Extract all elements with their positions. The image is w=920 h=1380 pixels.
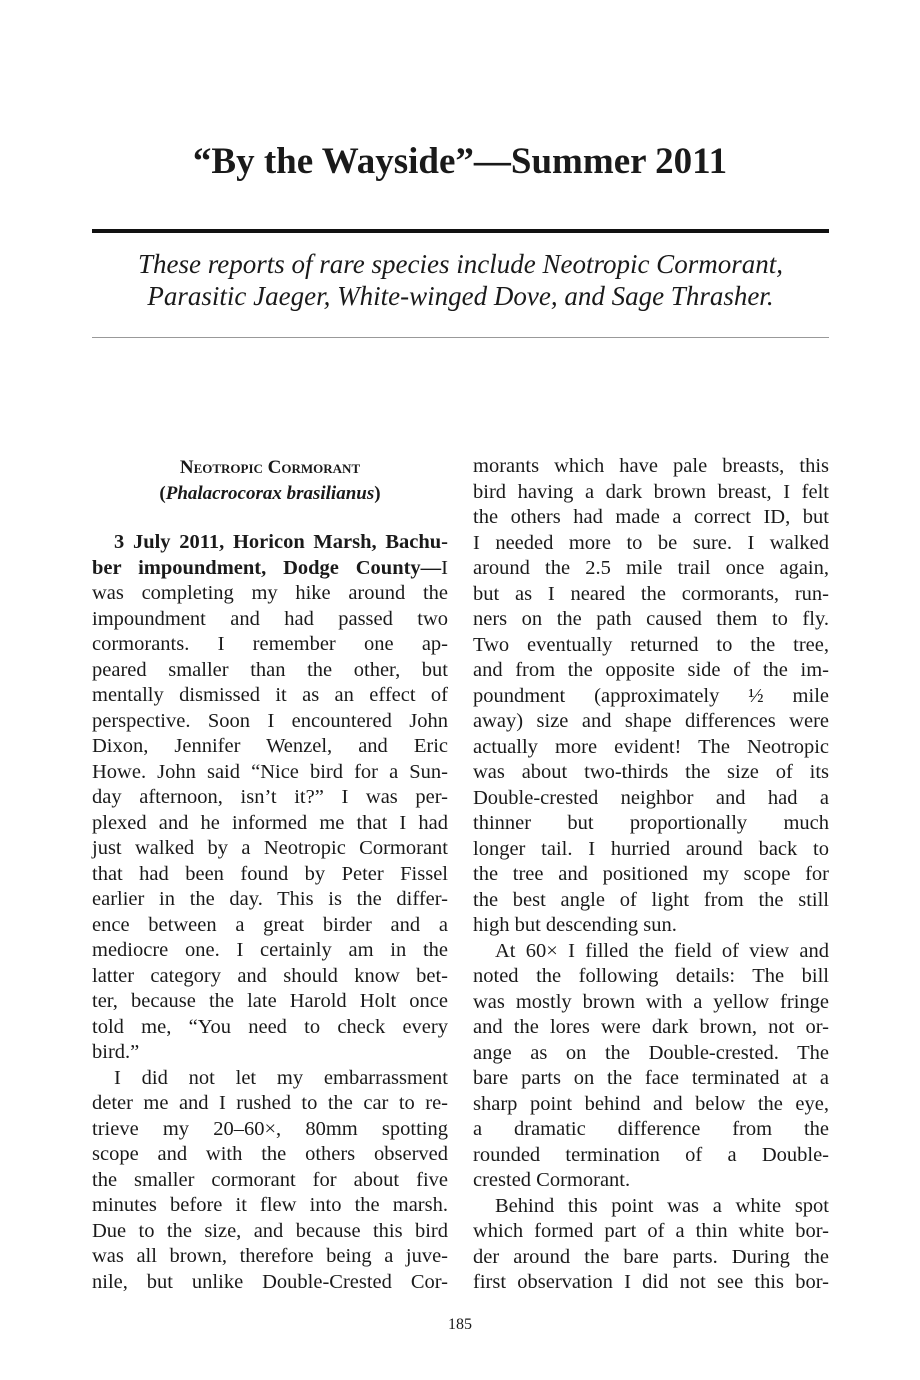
body-text: scope and with the others observed [92, 1143, 448, 1165]
text-line [473, 1270, 829, 1296]
body-text: Two eventually returned to the tree, [473, 633, 829, 656]
body-text: away) size and shape differences were [473, 710, 829, 732]
body-text: minutes before it flew into the marsh. [92, 1194, 448, 1216]
text-line [473, 837, 829, 863]
body-text: and from the opposite side of the im- [473, 659, 829, 681]
text-line [92, 1270, 448, 1296]
text-line [92, 658, 448, 684]
body-text: bird having a dark brown breast, I felt [473, 480, 829, 503]
section-heading [92, 455, 448, 506]
body-text: I [441, 556, 448, 579]
text-line [473, 1245, 829, 1271]
text-line [92, 760, 448, 786]
text-line [473, 531, 829, 557]
body-text: deter me and I rushed to the car to re- [92, 1092, 448, 1114]
body-text: rounded termination of a Double- [473, 1143, 829, 1166]
text-line [92, 1168, 448, 1194]
body-text: longer tail. I hurried around back to [473, 837, 829, 860]
text-line [92, 1015, 448, 1041]
text-line [92, 964, 448, 990]
text-line [473, 1092, 829, 1118]
body-text: peared smaller than the other, but [92, 658, 448, 681]
body-text: which formed part of a thin white bor- [473, 1220, 829, 1242]
body-text: thinner but proportionally much [473, 812, 829, 834]
text-line [473, 684, 829, 710]
text-line [92, 1193, 448, 1219]
body-text: a dramatic difference from the [473, 1118, 829, 1140]
body-text: I needed more to be sure. I walked [473, 531, 829, 554]
species-name: Neotropic Cormorant [179, 457, 361, 478]
text-line [473, 505, 829, 531]
body-text: ners on the path caused them to fly. [473, 608, 829, 630]
body-text: mentally dismissed it as an effect of [92, 684, 448, 706]
text-line [473, 888, 829, 914]
body-text: bare parts on the face terminated at a [473, 1067, 829, 1089]
text-line [473, 454, 829, 480]
body-text: plexed and he informed me that I had [92, 811, 448, 834]
body-text: that had been found by Peter Fissel [92, 862, 448, 885]
body-text: told me, “You need to check every [92, 1015, 448, 1038]
text-line [473, 607, 829, 633]
body-text: the others had made a correct ID, but [473, 506, 829, 528]
body-text: Due to the size, and because this bird [92, 1219, 448, 1242]
body-text: the tree and positioned my scope for [473, 863, 829, 885]
page-number: 185 [448, 1316, 472, 1333]
text-line [473, 1219, 829, 1245]
text-line [92, 581, 448, 607]
subtitle-line: Parasitic Jaeger, White-winged Dove, and Sage Thrasher. [147, 281, 774, 311]
text-line [92, 683, 448, 709]
text-line [473, 939, 829, 965]
text-line [473, 556, 829, 582]
text-line [92, 887, 448, 913]
latin-name-text: Phalacrocorax brasilianus [165, 482, 375, 504]
text-column-left [92, 530, 448, 1295]
body-text: ence between a great birder and a [92, 913, 448, 936]
body-text: sharp point behind and below the eye, [473, 1092, 829, 1115]
body-text: trieve my 20–60×, 80mm spotting [92, 1117, 448, 1140]
text-line [473, 1117, 829, 1143]
text-line [92, 1091, 448, 1117]
text-line [473, 1041, 829, 1067]
text-line [92, 1219, 448, 1245]
body-text: and the lores were dark brown, not or- [473, 1016, 829, 1038]
text-line [92, 1142, 448, 1168]
body-text: bird.” [92, 1041, 140, 1063]
species-latin-name: (Phalacrocorax brasilianus) [159, 482, 381, 504]
text-line [473, 1168, 829, 1194]
text-line [92, 913, 448, 939]
body-text: I did not let my embarrassment [114, 1066, 448, 1089]
text-line [473, 760, 829, 786]
text-line [473, 735, 829, 761]
body-text: latter category and should know bet- [92, 964, 448, 987]
text-line [473, 1066, 829, 1092]
body-text: perspective. Soon I encountered John [92, 709, 448, 732]
subtitle-line: These reports of rare species include Neotropic Cormorant, [138, 249, 783, 279]
text-line [473, 1194, 829, 1220]
text-line [92, 836, 448, 862]
body-text: impoundment and had passed two [92, 607, 448, 630]
body-text: ter, because the late Harold Holt once [92, 990, 448, 1012]
body-text: high but descending sun. [473, 914, 677, 936]
text-line [473, 913, 829, 939]
text-line [473, 811, 829, 837]
text-line [473, 862, 829, 888]
body-text: was completing my hike around the [92, 582, 448, 604]
text-line [92, 607, 448, 633]
text-line [92, 811, 448, 837]
text-line [92, 1244, 448, 1270]
body-text: der around the bare parts. During the [473, 1245, 829, 1268]
body-text: first observation I did not see this bor- [473, 1271, 829, 1293]
text-line [473, 633, 829, 659]
body-text: At 60× I filled the field of view and [495, 939, 829, 962]
title-rule [92, 229, 829, 233]
body-text: around the 2.5 mile trail once again, [473, 557, 829, 579]
text-line [92, 632, 448, 658]
article-subtitle [92, 248, 829, 312]
body-text: ange as on the Double-crested. The [473, 1041, 829, 1064]
body-text: was about two-thirds the size of its [473, 761, 829, 783]
body-text: Behind this point was a white spot [495, 1194, 829, 1217]
text-line [473, 990, 829, 1016]
text-line [92, 1117, 448, 1143]
text-line [473, 658, 829, 684]
body-text: poundment (approximately ½ mile [473, 684, 829, 707]
body-text: day afternoon, isn’t it?” I was per- [92, 786, 448, 808]
text-line [92, 938, 448, 964]
body-text: nile, but unlike Double-Crested Cor- [92, 1270, 448, 1293]
body-text: the best angle of light from the still [473, 888, 829, 911]
body-text: Howe. John said “Nice bird for a Sun- [92, 760, 448, 783]
body-text: crested Cormorant. [473, 1169, 631, 1191]
text-line [473, 964, 829, 990]
body-text: was mostly brown with a yellow fringe [473, 990, 829, 1013]
subtitle-rule [92, 337, 829, 338]
text-column-right [473, 454, 829, 1296]
text-line [92, 785, 448, 811]
body-text: was all brown, therefore being a juve- [92, 1245, 448, 1267]
text-line [473, 1143, 829, 1169]
body-text: just walked by a Neotropic Cormorant [92, 837, 448, 859]
text-line [473, 582, 829, 608]
text-line [92, 530, 448, 556]
article-title: “By the Wayside”—Summer 2011 [192, 141, 728, 182]
text-line [92, 734, 448, 760]
entry-header-text: ber impoundment, Dodge County— [92, 556, 442, 579]
body-text: but as I neared the cormorants, run- [473, 582, 829, 605]
text-line [92, 862, 448, 888]
text-line [92, 556, 448, 582]
text-line [473, 709, 829, 735]
body-text: Double-crested neighbor and had a [473, 786, 829, 809]
body-text: Dixon, Jennifer Wenzel, and Eric [92, 735, 448, 757]
body-text: the smaller cormorant for about five [92, 1168, 448, 1191]
text-line [92, 1066, 448, 1092]
body-text: cormorants. I remember one ap- [92, 633, 448, 655]
body-text: morants which have pale breasts, this [473, 455, 829, 477]
body-text: mediocre one. I certainly am in the [92, 939, 448, 961]
entry-header-text: 3 July 2011, Horicon Marsh, Bachu- [114, 531, 448, 553]
text-line [92, 709, 448, 735]
body-text: earlier in the day. This is the differ- [92, 888, 448, 910]
body-text: noted the following details: The bill [473, 965, 829, 987]
text-line [92, 989, 448, 1015]
text-line [473, 480, 829, 506]
text-line [92, 1040, 448, 1066]
text-line [473, 1015, 829, 1041]
text-line [473, 786, 829, 812]
body-text: actually more evident! The Neotropic [473, 735, 829, 758]
